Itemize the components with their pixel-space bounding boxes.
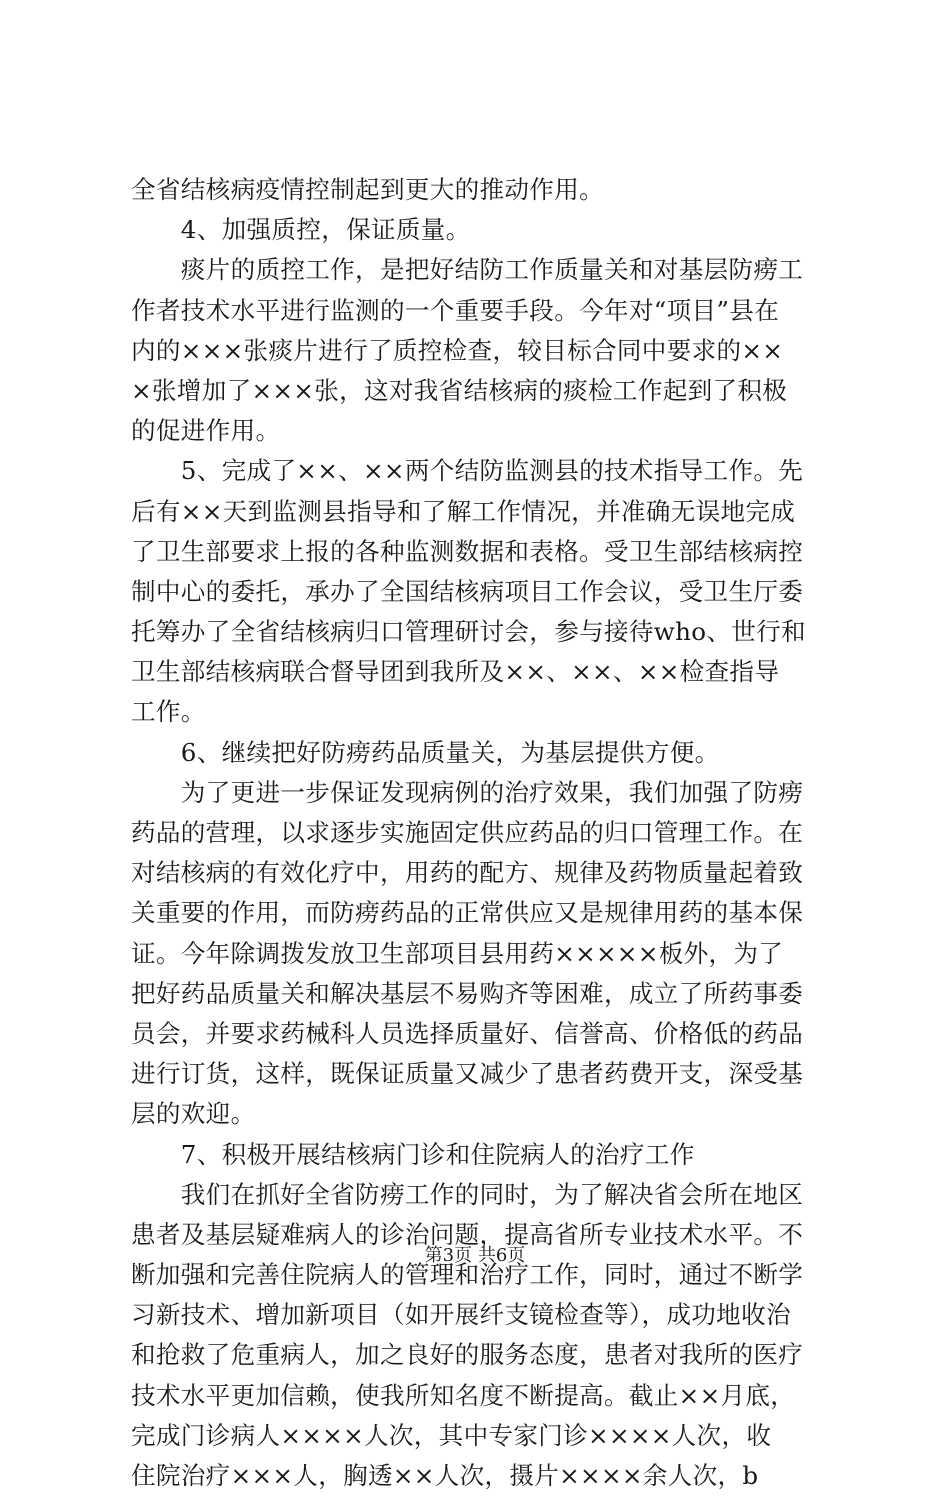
page-footer: 第3页 共6页 (424, 1245, 526, 1266)
text-line: ×张增加了×××张，这对我省结核病的痰检工作起到了积极 (131, 375, 788, 405)
text-line: 药品的营理，以求逐步实施固定供应药品的归口管理工作。在 (131, 818, 804, 847)
text-line: 证。今年除调拨发放卫生部项目县用药×××××板外，为了 (131, 938, 784, 968)
text-line: 6、继续把好防痨药品质量关，为基层提供方便。 (131, 737, 720, 767)
text-line: 和抢救了危重病人，加之良好的服务态度，患者对我所的医疗 (131, 1340, 804, 1370)
text-line: 层的欢迎。 (131, 1099, 256, 1129)
text-line: 把好药品质量关和解决基层不易购齐等困难，成立了所药事委 (131, 978, 804, 1008)
text-line: 5、完成了××、××两个结防监测县的技术指导工作。先 (131, 456, 804, 486)
text-line: 习新技术、增加新项目（如开展纤支镜检查等），成功地收治 (131, 1300, 791, 1330)
text-line: 制中心的委托，承办了全国结核病项目工作会议，受卫生厅委 (131, 576, 804, 606)
text-line: 全省结核病疫情控制起到更大的推动作用。 (131, 175, 604, 204)
text-line: 技术水平更加信赖，使我所知名度不断提高。截止××月底， (131, 1380, 796, 1410)
text-line: 后有××天到监测县指导和了解工作情况，并准确无误地完成 (131, 496, 796, 526)
text-line: 工作。 (131, 697, 206, 727)
text-line: 进行订货，这样，既保证质量又减少了患者药费开支，深受基 (131, 1059, 804, 1089)
text-line: 对结核病的有效化疗中，用药的配方、规律及药物质量起着致 (131, 858, 804, 888)
text-line: 我们在抓好全省防痨工作的同时，为了解决省会所在地区 (131, 1179, 804, 1209)
text-line: 作者技术水平进行监测的一个重要手段。今年对“项目”县在 (131, 295, 780, 325)
text-line: 4、加强质控，保证质量。 (131, 215, 471, 245)
text-line: 托筹办了全省结核病归口管理研讨会，参与接待who、世行和 (131, 617, 806, 647)
text-line: 的促进作用。 (131, 416, 281, 446)
body-text (131, 170, 831, 1496)
text-line: 了卫生部要求上报的各种监测数据和表格。受卫生部结核病控 (131, 536, 804, 566)
text-line: 住院治疗×××人，胸透××人次，摄片××××余人次，b (131, 1461, 759, 1490)
text-line: 内的×××张痰片进行了质控检查，较目标合同中要求的×× (131, 335, 784, 365)
text-line: 员会，并要求药械科人员选择质量好、信誉高、价格低的药品 (131, 1018, 804, 1048)
text-line: 为了更进一步保证发现病例的治疗效果，我们加强了防痨 (131, 777, 804, 807)
text-line: 断加强和完善住院病人的管理和治疗工作，同时，通过不断学 (131, 1260, 804, 1290)
text-line: 患者及基层疑难病人的诊治问题，提高省所专业技术水平。不 (131, 1219, 804, 1249)
text-line: 完成门诊病人××××人次，其中专家门诊××××人次，收 (131, 1420, 772, 1450)
text-line: 7、积极开展结核病门诊和住院病人的治疗工作 (131, 1139, 695, 1169)
text-line: 卫生部结核病联合督导团到我所及××、××、××检查指导 (131, 657, 780, 687)
text-line: 痰片的质控工作，是把好结防工作质量关和对基层防痨工 (131, 255, 804, 285)
text-line: 关重要的作用，而防痨药品的正常供应又是规律用药的基本保 (131, 898, 804, 928)
